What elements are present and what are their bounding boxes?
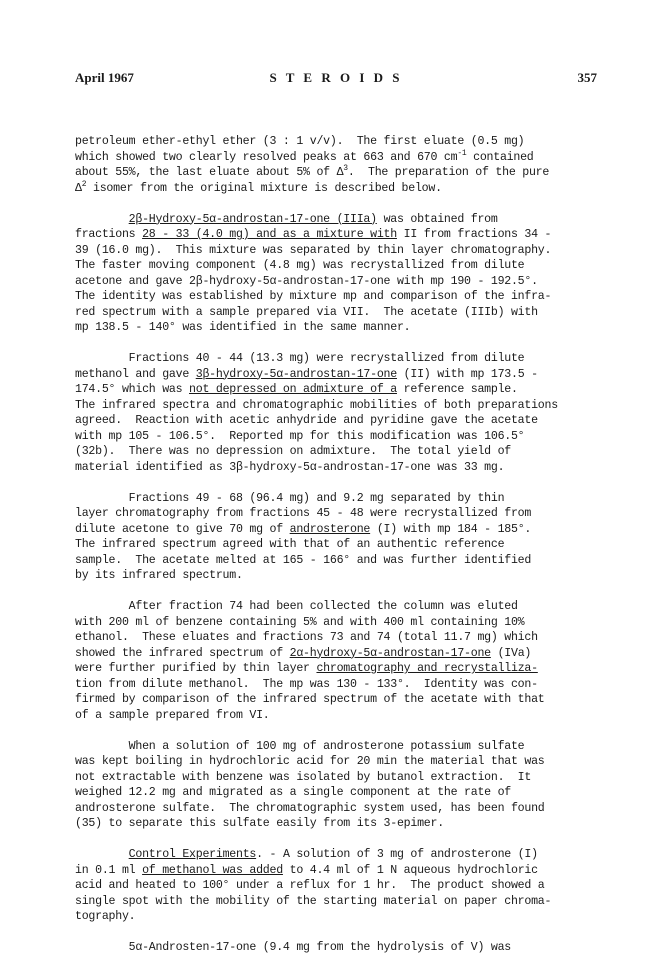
text-line bbox=[75, 553, 600, 569]
text-run: mp 138.5 - 140° was identified in the same manner. bbox=[75, 321, 411, 334]
text-run: dilute acetone to give 70 mg of bbox=[75, 522, 290, 536]
text-line bbox=[75, 754, 600, 770]
text-line bbox=[75, 630, 600, 646]
text-run: tography. bbox=[75, 910, 136, 923]
text-line bbox=[75, 413, 600, 429]
paragraph bbox=[75, 599, 600, 723]
superscript: 3 bbox=[343, 164, 348, 173]
text-line bbox=[75, 150, 600, 166]
text-line bbox=[75, 599, 600, 615]
text-run: which showed two clearly resolved peaks at 663 and 670 cm bbox=[75, 150, 458, 164]
text-line bbox=[75, 816, 600, 832]
text-run: single spot with the mobility of the starting material on paper chroma- bbox=[75, 894, 552, 908]
text-line bbox=[75, 305, 600, 321]
text-run: was kept boiling in hydrochloric acid for 20 min the material that was bbox=[75, 755, 545, 768]
text-line bbox=[75, 909, 600, 925]
text-line bbox=[75, 847, 600, 863]
text-line bbox=[75, 863, 600, 879]
text-line bbox=[75, 274, 600, 290]
text-run: (IVa) bbox=[490, 646, 532, 660]
text-run: material identified as 3β-hydroxy-5α-androstan-17-one was 33 mg. bbox=[75, 460, 505, 474]
paragraph bbox=[75, 351, 600, 475]
text-line bbox=[75, 243, 600, 259]
text-line bbox=[75, 692, 600, 708]
text-run: 174.5° which was bbox=[75, 383, 190, 396]
text-run: The identity was established by mixture mp and comparison of the infra- bbox=[75, 290, 552, 303]
text-line bbox=[75, 537, 600, 553]
text-run: 5α-Androsten-17-one (9.4 mg from the hydrolysis of V) was bbox=[75, 941, 511, 954]
text-run: Fractions 40 - 44 (13.3 mg) were recrystallized from dilute bbox=[75, 352, 525, 365]
text-run: was obtained from bbox=[376, 212, 498, 226]
text-line bbox=[75, 568, 600, 584]
text-run: firmed by comparison of the infrared spectrum of the acetate with that bbox=[75, 693, 545, 706]
text-line bbox=[75, 770, 600, 786]
text-run: tion from dilute methanol. The mp was 130 - 133°. Identity was con- bbox=[75, 677, 538, 691]
text-line bbox=[75, 940, 600, 956]
text-run: When a solution of 100 mg of androsterone potassium sulfate bbox=[75, 739, 525, 753]
header-date: April 1967 bbox=[75, 70, 134, 85]
text-run: The infrared spectra and chromatographic mobilities of both preparations bbox=[75, 398, 558, 412]
text-line bbox=[75, 894, 600, 910]
text-run: agreed. Reaction with acetic anhydride and pyridine gave the acetate bbox=[75, 414, 538, 427]
text-run: with mp 105 - 106.5°. Reported mp for this modification was 106.5° bbox=[75, 429, 525, 443]
text-line bbox=[75, 212, 600, 228]
paragraph bbox=[75, 847, 600, 925]
text-line bbox=[75, 382, 600, 398]
text-run: about 55%, the last eluate about 5% of Δ bbox=[75, 166, 344, 179]
text-run: ethanol. These eluates and fractions 73 and 74 (total 11.7 mg) which bbox=[75, 631, 538, 644]
underlined-text: 2α-hydroxy-5α-androstan-17-one bbox=[289, 646, 491, 660]
paragraph bbox=[75, 134, 600, 196]
text-run: . - A solution of 3 mg of androsterone (I) bbox=[256, 848, 538, 861]
text-line bbox=[75, 491, 600, 507]
text-run: After fraction 74 had been collected the column was eluted bbox=[75, 600, 518, 613]
text-line bbox=[75, 785, 600, 801]
text-line bbox=[75, 165, 600, 181]
paragraph bbox=[75, 491, 600, 584]
underlined-text: Control Experiments bbox=[128, 848, 257, 861]
page-number: 357 bbox=[577, 70, 597, 85]
text-line bbox=[75, 429, 600, 445]
text-line bbox=[75, 367, 600, 383]
underlined-text: 2β-Hydroxy-5α-androstan-17-one (IIIa) bbox=[128, 212, 377, 226]
text-line bbox=[75, 351, 600, 367]
text-run: II from fractions 34 - bbox=[396, 228, 552, 241]
underlined-text: not depressed on admixture of a bbox=[189, 383, 397, 396]
text-line bbox=[75, 181, 600, 197]
text-run: weighed 12.2 mg and migrated as a single component at the rate of bbox=[75, 786, 511, 799]
underlined-text: chromatography and recrystalliza- bbox=[316, 662, 538, 675]
text-run bbox=[75, 848, 129, 861]
text-run: reference sample. bbox=[396, 383, 518, 396]
underlined-text: 3β-hydroxy-5α-androstan-17-one bbox=[195, 367, 397, 381]
text-run: androsterone sulfate. The chromatographic system used, has been found bbox=[75, 801, 545, 815]
text-line bbox=[75, 661, 600, 677]
text-line bbox=[75, 289, 600, 305]
text-run: (35) to separate this sulfate easily from its 3-epimer. bbox=[75, 817, 444, 830]
text-run: acetone and gave 2β-hydroxy-5α-androstan-17-one with mp 190 - 192.5°. bbox=[75, 274, 538, 288]
text-run: contained bbox=[466, 150, 534, 164]
text-run: were further purified by thin layer bbox=[75, 662, 317, 675]
underlined-text: of methanol was added bbox=[142, 863, 283, 877]
page-header bbox=[75, 70, 597, 90]
text-line bbox=[75, 506, 600, 522]
text-line bbox=[75, 677, 600, 693]
text-run: by its infrared spectrum. bbox=[75, 569, 243, 582]
superscript: -1 bbox=[457, 148, 467, 158]
text-run: . The preparation of the pure bbox=[347, 166, 550, 179]
text-run: to 4.4 ml of 1 N aqueous hydrochloric bbox=[282, 863, 538, 877]
text-line bbox=[75, 739, 600, 755]
text-run: petroleum ether-ethyl ether (3 : 1 v/v). The first eluate (0.5 mg) bbox=[75, 135, 525, 148]
text-line bbox=[75, 320, 600, 336]
text-run: in 0.1 ml bbox=[75, 863, 143, 877]
text-line bbox=[75, 646, 600, 662]
text-run: red spectrum with a sample prepared via VII. The acetate (IIIb) with bbox=[75, 305, 538, 319]
text-line bbox=[75, 444, 600, 460]
text-run: of a sample prepared from VI. bbox=[75, 708, 270, 722]
text-run: isomer from the original mixture is described below. bbox=[86, 181, 442, 195]
article-body bbox=[75, 134, 600, 971]
text-run: acid and heated to 100° under a reflux for 1 hr. The product showed a bbox=[75, 879, 545, 892]
paragraph bbox=[75, 212, 600, 336]
text-run: sample. The acetate melted at 165 - 166° and was further identified bbox=[75, 553, 532, 567]
text-run: 39 (16.0 mg). This mixture was separated by thin layer chromatography. bbox=[75, 243, 552, 257]
paragraph bbox=[75, 739, 600, 832]
text-line bbox=[75, 801, 600, 817]
underlined-text: androsterone bbox=[289, 522, 371, 536]
text-run bbox=[75, 213, 129, 226]
text-run: not extractable with benzene was isolated by butanol extraction. It bbox=[75, 770, 532, 784]
journal-title: S T E R O I D S bbox=[269, 70, 403, 85]
text-run: fractions bbox=[75, 228, 143, 241]
text-run: (I) with mp 184 - 185°. bbox=[370, 522, 532, 536]
text-run: The faster moving component (4.8 mg) was recrystallized from dilute bbox=[75, 259, 525, 272]
text-line bbox=[75, 615, 600, 631]
text-line bbox=[75, 878, 600, 894]
text-run: Δ bbox=[75, 181, 82, 195]
text-run: (II) with mp 173.5 - bbox=[396, 367, 538, 381]
text-line bbox=[75, 134, 600, 150]
text-run: methanol and gave bbox=[75, 367, 196, 381]
text-run: showed the infrared spectrum of bbox=[75, 646, 290, 660]
text-run: The infrared spectrum agreed with that of an authentic reference bbox=[75, 538, 505, 551]
paragraph bbox=[75, 940, 600, 956]
text-line bbox=[75, 227, 600, 243]
underlined-text: 28 - 33 (4.0 mg) and as a mixture with bbox=[142, 228, 397, 241]
text-line bbox=[75, 258, 600, 274]
text-run: with 200 ml of benzene containing 5% and with 400 ml containing 10% bbox=[75, 615, 525, 629]
text-run: layer chromatography from fractions 45 - 48 were recrystallized from bbox=[75, 507, 532, 520]
text-line bbox=[75, 708, 600, 724]
text-run: Fractions 49 - 68 (96.4 mg) and 9.2 mg separated by thin bbox=[75, 491, 505, 505]
superscript: 2 bbox=[81, 179, 87, 189]
text-line bbox=[75, 522, 600, 538]
text-line bbox=[75, 398, 600, 414]
text-run: (32b). There was no depression on admixture. The total yield of bbox=[75, 445, 511, 458]
text-line bbox=[75, 460, 600, 476]
